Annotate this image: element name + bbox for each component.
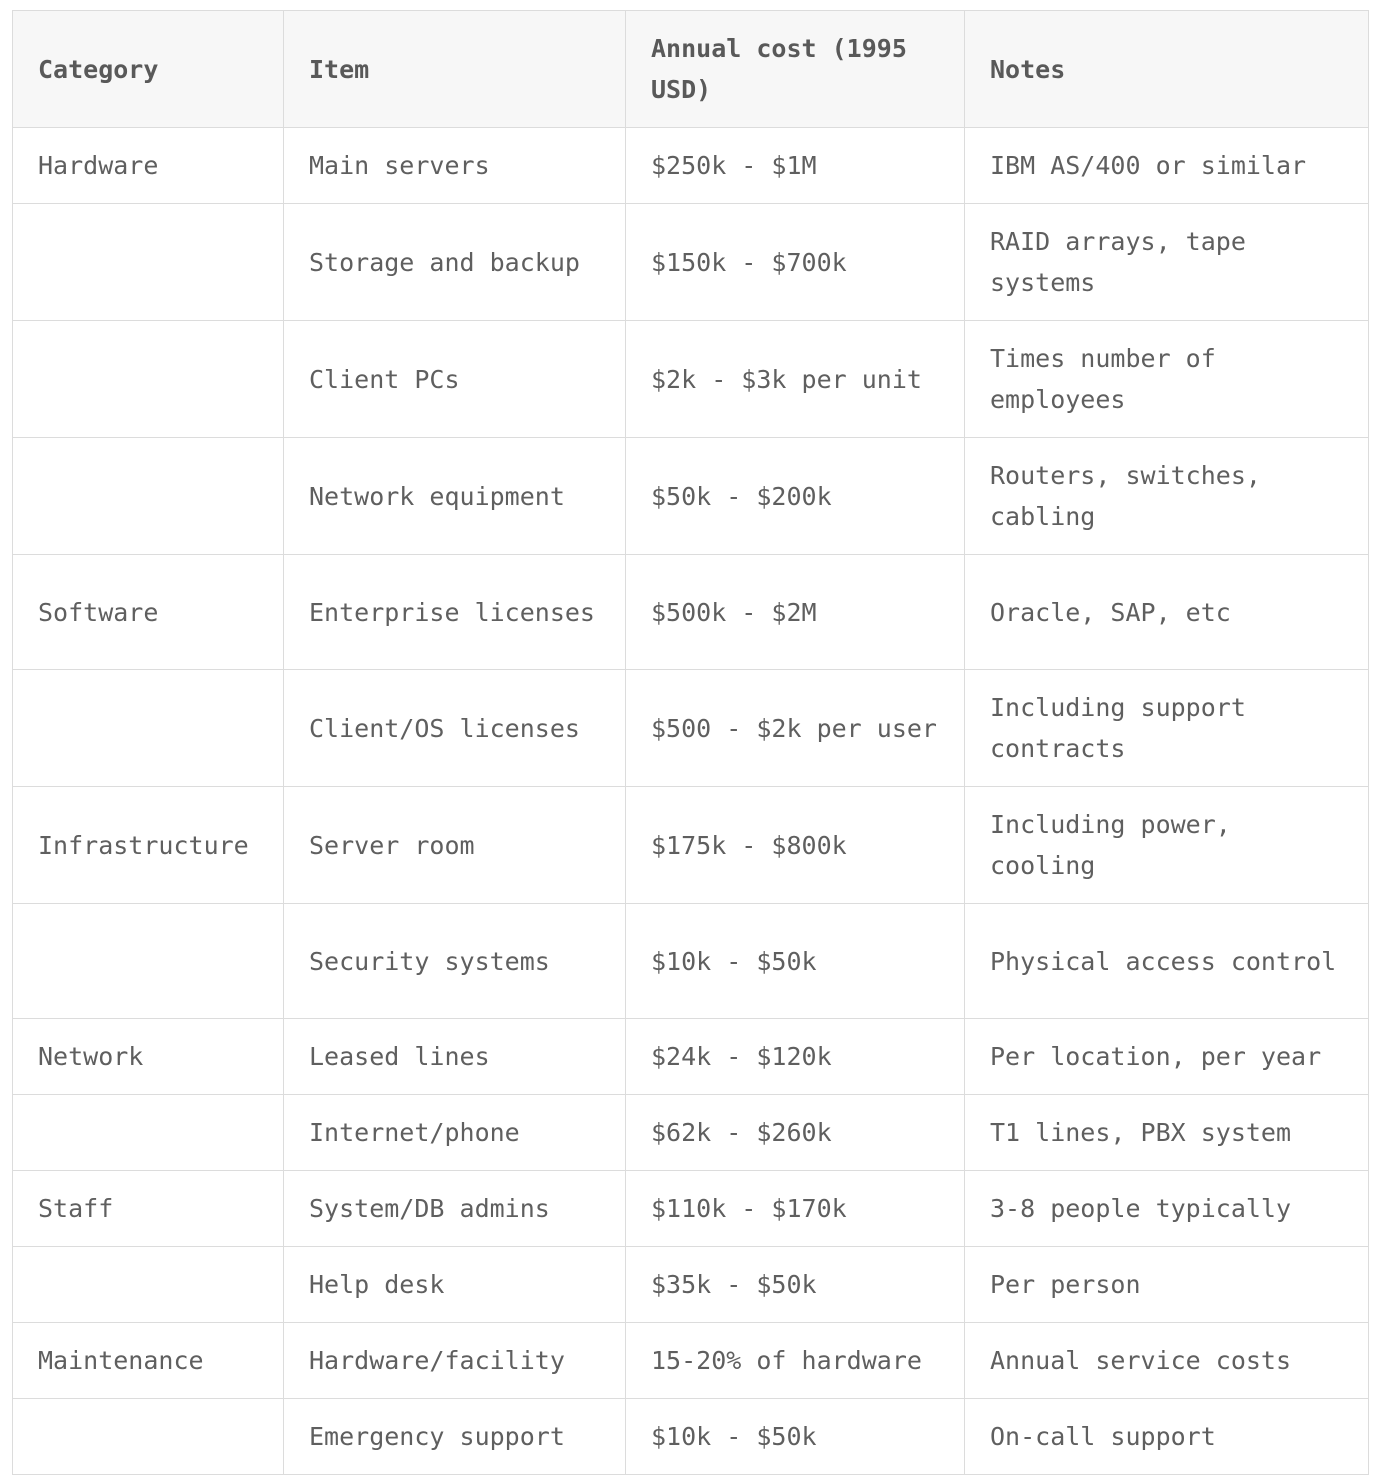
cell-notes: T1 lines, PBX system — [965, 1095, 1369, 1171]
cell-category: Infrastructure — [13, 787, 284, 904]
cell-category: Staff — [13, 1171, 284, 1247]
cell-item: Help desk — [284, 1247, 626, 1323]
cell-category: Network — [13, 1019, 284, 1095]
cell-item: Hardware/facility — [284, 1323, 626, 1399]
cost-table — [12, 10, 1369, 1475]
cell-category — [13, 321, 284, 438]
table-header-row — [13, 11, 1369, 128]
cell-cost: $2k - $3k per unit — [626, 321, 965, 438]
table-row — [13, 321, 1369, 438]
header-category: Category — [13, 11, 284, 128]
cell-notes: On-call support — [965, 1399, 1369, 1475]
table-row — [13, 204, 1369, 321]
cell-cost: 15-20% of hardware — [626, 1323, 965, 1399]
cell-cost: $50k - $200k — [626, 438, 965, 555]
cell-item: Enterprise licenses — [284, 555, 626, 670]
cell-category: Maintenance — [13, 1323, 284, 1399]
table-row — [13, 1171, 1369, 1247]
cell-notes: Per person — [965, 1247, 1369, 1323]
table-row — [13, 1095, 1369, 1171]
table-row — [13, 670, 1369, 787]
cell-notes: IBM AS/400 or similar — [965, 128, 1369, 204]
table-row — [13, 787, 1369, 904]
table-row — [13, 555, 1369, 670]
cell-notes: RAID arrays, tape systems — [965, 204, 1369, 321]
cell-category — [13, 1247, 284, 1323]
cell-notes: Physical access control — [965, 904, 1369, 1019]
cell-item: Leased lines — [284, 1019, 626, 1095]
table-row — [13, 1019, 1369, 1095]
header-annual-cost: Annual cost (1995 USD) — [626, 11, 965, 128]
cell-notes: Oracle, SAP, etc — [965, 555, 1369, 670]
cell-item: Internet/phone — [284, 1095, 626, 1171]
cell-item: Client/OS licenses — [284, 670, 626, 787]
cell-cost: $62k - $260k — [626, 1095, 965, 1171]
cell-category — [13, 904, 284, 1019]
cell-cost: $500 - $2k per user — [626, 670, 965, 787]
cell-item: Storage and backup — [284, 204, 626, 321]
table-row — [13, 128, 1369, 204]
cell-cost: $10k - $50k — [626, 904, 965, 1019]
cell-notes: Including power, cooling — [965, 787, 1369, 904]
cell-category — [13, 670, 284, 787]
cell-item: Main servers — [284, 128, 626, 204]
table-row — [13, 438, 1369, 555]
cell-category — [13, 204, 284, 321]
cell-item: Emergency support — [284, 1399, 626, 1475]
table-row — [13, 1399, 1369, 1475]
cell-category: Hardware — [13, 128, 284, 204]
cell-item: Security systems — [284, 904, 626, 1019]
cell-category — [13, 438, 284, 555]
header-item: Item — [284, 11, 626, 128]
cell-item: Server room — [284, 787, 626, 904]
table-row — [13, 904, 1369, 1019]
cell-notes: Routers, switches, cabling — [965, 438, 1369, 555]
cell-item: Client PCs — [284, 321, 626, 438]
cell-category: Software — [13, 555, 284, 670]
cell-cost: $24k - $120k — [626, 1019, 965, 1095]
header-notes: Notes — [965, 11, 1369, 128]
table-row — [13, 1247, 1369, 1323]
cell-category — [13, 1399, 284, 1475]
cell-notes: Including support contracts — [965, 670, 1369, 787]
cell-cost: $35k - $50k — [626, 1247, 965, 1323]
cell-cost: $175k - $800k — [626, 787, 965, 904]
cell-cost: $150k - $700k — [626, 204, 965, 321]
cell-cost: $10k - $50k — [626, 1399, 965, 1475]
cell-notes: 3-8 people typically — [965, 1171, 1369, 1247]
cell-category — [13, 1095, 284, 1171]
cell-cost: $500k - $2M — [626, 555, 965, 670]
cell-cost: $110k - $170k — [626, 1171, 965, 1247]
cell-item: Network equipment — [284, 438, 626, 555]
table-row — [13, 1323, 1369, 1399]
cell-notes: Per location, per year — [965, 1019, 1369, 1095]
cell-item: System/DB admins — [284, 1171, 626, 1247]
cell-cost: $250k - $1M — [626, 128, 965, 204]
cell-notes: Times number of employees — [965, 321, 1369, 438]
cell-notes: Annual service costs — [965, 1323, 1369, 1399]
